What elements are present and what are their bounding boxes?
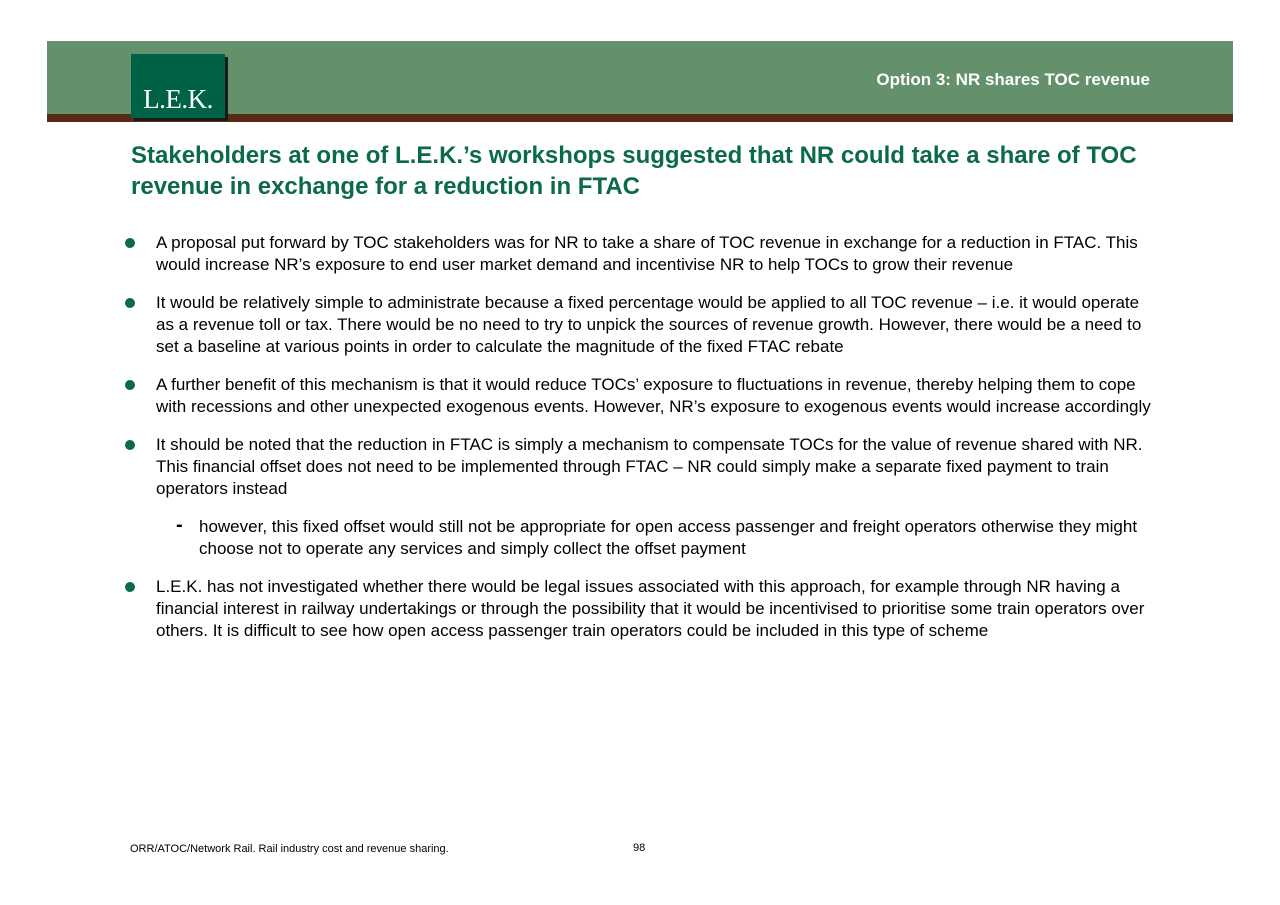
bullet-text: A further benefit of this mechanism is that it would reduce TOCs’ exposure to fluctuations in revenue, thereby helping them to cope with recessions and other unexpected exogenous events. However, NR’s exposure to exogenous events would increase accordingly [156, 375, 1151, 416]
bullet-item [124, 232, 1154, 276]
bullet-item [124, 292, 1154, 358]
logo-text: L.E.K. [143, 84, 213, 114]
section-label: Option 3: NR shares TOC revenue [876, 70, 1150, 89]
sub-bullet-item [124, 516, 1154, 560]
page-number: 98 [633, 842, 646, 854]
bullet-text: It should be noted that the reduction in FTAC is simply a mechanism to compensate TOCs for the value of revenue shared with NR. This financial offset does not need to be implemented through FTAC – NR could simply make a separate fixed payment to train operators instead [156, 435, 1143, 498]
bullet-item [124, 576, 1154, 642]
bullet-dot-icon [125, 380, 135, 390]
bullet-dot-icon [125, 238, 135, 248]
bullet-item [124, 374, 1154, 418]
bullet-list [124, 232, 1154, 658]
slide-title: Stakeholders at one of L.E.K.’s workshops suggested that NR could take a share of TOC revenue in exchange for a reduction in FTAC [131, 142, 1137, 200]
lek-logo [131, 54, 225, 118]
dash-marker: - [176, 514, 183, 536]
bullet-text: L.E.K. has not investigated whether there would be legal issues associated with this approach, for example through NR having a financial interest in railway undertakings or through the possibility that it would be incentivised to prioritise some train operators over others. It is difficult to see how open access passenger train operators could be included in this type of scheme [156, 577, 1145, 640]
bullet-dot-icon [125, 298, 135, 308]
footer-source: ORR/ATOC/Network Rail. Rail industry cost and revenue sharing. [130, 843, 449, 855]
bullet-dot-icon [125, 582, 135, 592]
bullet-dot-icon [125, 440, 135, 450]
bullet-text: A proposal put forward by TOC stakeholders was for NR to take a share of TOC revenue in exchange for a reduction in FTAC. This would increase NR’s exposure to end user market demand and incentivise NR to help TOCs to grow their revenue [156, 233, 1138, 274]
bullet-item [124, 434, 1154, 500]
bullet-text: It would be relatively simple to administrate because a fixed percentage would be applied to all TOC revenue – i.e. it would operate as a revenue toll or tax. There would be no need to try to unpick the sources of revenue growth. However, there would be a need to set a baseline at various points in order to calculate the magnitude of the fixed FTAC rebate [156, 293, 1142, 356]
sub-bullet-text: however, this fixed offset would still not be appropriate for open access passenger and freight operators otherwise they might choose not to operate any services and simply collect the offset payment [199, 517, 1138, 558]
